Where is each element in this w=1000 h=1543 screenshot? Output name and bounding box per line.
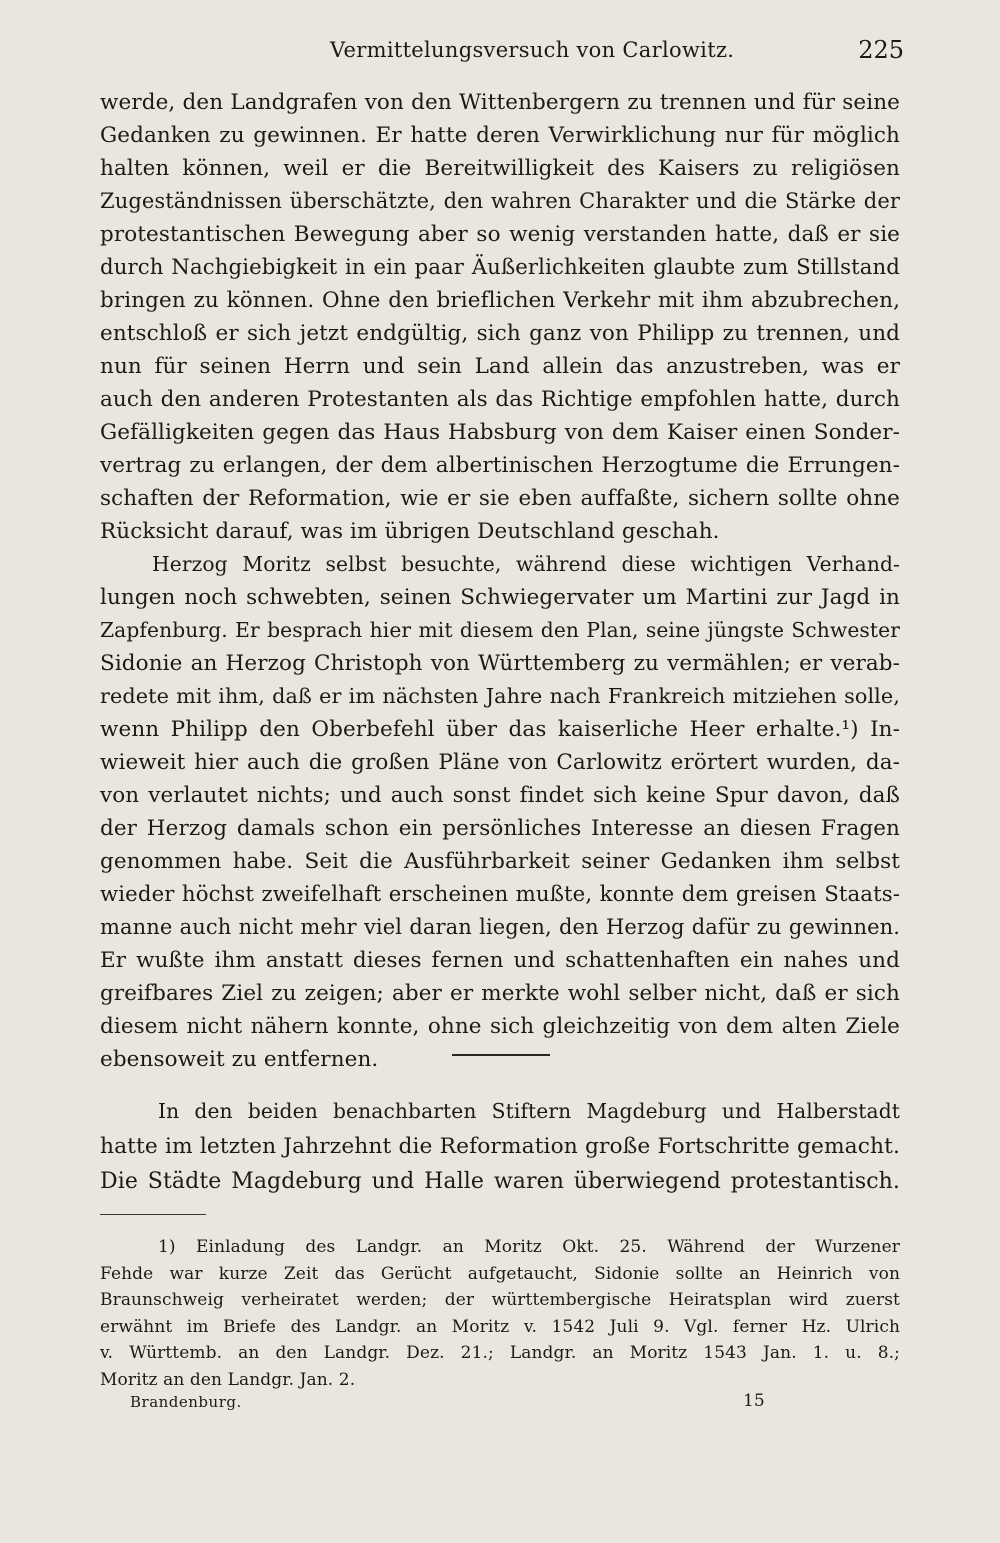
footnote-line: Moritz an den Landgr. Jan. 2. bbox=[100, 1369, 356, 1390]
footnote-line: v. Württemb. an den Landgr. Dez. 21.; Landgr. an Moritz 1543 Jan. 1. u. 8.; bbox=[100, 1343, 900, 1363]
text-line: werde, den Landgrafen von den Wittenbergern zu trennen und für seine bbox=[100, 90, 900, 115]
text-line: von verlautet nichts; und auch sonst findet sich keine Spur davon, daß bbox=[100, 783, 900, 808]
footnote-divider bbox=[100, 1214, 206, 1215]
text-line: Zugeständnissen überschätzte, den wahren Charakter und die Stärke der bbox=[100, 189, 900, 213]
text-line: Er wußte ihm anstatt dieses fernen und schattenhaften ein nahes und bbox=[100, 948, 900, 973]
footnote-line: 1) Einladung des Landgr. an Moritz Okt. 25. Während der Wurzener bbox=[158, 1237, 900, 1257]
paragraph-3 bbox=[100, 1094, 900, 1199]
text-line: lungen noch schwebten, seinen Schwiegervater um Martini zur Jagd in bbox=[100, 585, 900, 610]
footnote bbox=[100, 1234, 900, 1393]
text-line: Herzog Moritz selbst besuchte, während diese wichtigen Verhand- bbox=[152, 552, 900, 576]
page-number: 225 bbox=[858, 36, 904, 64]
text-line: nun für seinen Herrn und sein Land allein das anzustreben, was er bbox=[100, 354, 900, 379]
text-line: Rücksicht darauf, was im übrigen Deutschland geschah. bbox=[100, 519, 720, 544]
signature-name: Brandenburg. bbox=[130, 1393, 242, 1411]
text-line: manne auch nicht mehr viel daran liegen, den Herzog dafür zu gewinnen. bbox=[100, 915, 900, 939]
text-line: durch Nachgiebigkeit in ein paar Äußerlichkeiten glaubte zum Stillstand bbox=[100, 255, 900, 280]
text-line: Zapfenburg. Er besprach hier mit diesem den Plan, seine jüngste Schwester bbox=[100, 618, 900, 642]
text-line: greifbares Ziel zu zeigen; aber er merkte wohl selber nicht, daß er sich bbox=[100, 981, 900, 1006]
text-line: hatte im letzten Jahrzehnt die Reformation große Fortschritte gemacht. bbox=[100, 1134, 900, 1159]
text-line: entschloß er sich jetzt endgültig, sich ganz von Philipp zu trennen, und bbox=[100, 321, 900, 346]
footnote-line: Fehde war kurze Zeit das Gerücht aufgetaucht, Sidonie sollte an Heinrich von bbox=[100, 1263, 900, 1284]
text-line: redete mit ihm, daß er im nächsten Jahre nach Frankreich mitziehen solle, bbox=[100, 684, 900, 708]
text-line: Gedanken zu gewinnen. Er hatte deren Verwirklichung nur für möglich bbox=[100, 123, 900, 148]
text-line: genommen habe. Seit die Ausführbarkeit seiner Gedanken ihm selbst bbox=[100, 849, 900, 874]
text-line: In den beiden benachbarten Stiftern Magdeburg und Halberstadt bbox=[158, 1099, 900, 1123]
text-line: schaften der Reformation, wie er sie eben auffaßte, sichern sollte ohne bbox=[100, 486, 900, 511]
paragraph-2 bbox=[100, 548, 900, 1076]
footnote-line: erwähnt im Briefe des Landgr. an Moritz v. 1542 Juli 9. Vgl. ferner Hz. Ulrich bbox=[100, 1316, 900, 1337]
text-line: vertrag zu erlangen, der dem albertinischen Herzogtume die Errungen- bbox=[100, 453, 900, 478]
text-line: halten können, weil er die Bereitwilligkeit des Kaisers zu religiösen bbox=[100, 156, 900, 181]
text-line: auch den anderen Protestanten als das Richtige empfohlen hatte, durch bbox=[100, 387, 900, 412]
text-line: Gefälligkeiten gegen das Haus Habsburg von dem Kaiser einen Sonder- bbox=[100, 420, 900, 445]
paragraph-1 bbox=[100, 86, 900, 548]
text-line: ebensoweit zu entfernen. bbox=[100, 1047, 379, 1072]
text-line: Die Städte Magdeburg und Halle waren überwiegend protestantisch. bbox=[100, 1169, 900, 1194]
body-text bbox=[100, 86, 900, 1076]
text-line: diesem nicht nähern konnte, ohne sich gleichzeitig von dem alten Ziele bbox=[100, 1014, 900, 1039]
text-line: der Herzog damals schon ein persönliches Interesse an diesen Fragen bbox=[100, 816, 900, 841]
section-divider bbox=[452, 1054, 550, 1056]
running-head bbox=[100, 34, 904, 70]
text-line: protestantischen Bewegung aber so wenig verstanden hatte, daß er sie bbox=[100, 222, 900, 247]
running-title: Vermittelungsversuch von Carlowitz. bbox=[330, 38, 735, 62]
text-line: bringen zu können. Ohne den brieflichen Verkehr mit ihm abzubrechen, bbox=[100, 288, 900, 313]
sheet-number: 15 bbox=[743, 1391, 765, 1411]
signature-line bbox=[100, 1391, 900, 1417]
text-line: wenn Philipp den Oberbefehl über das kaiserliche Heer erhalte.¹) In- bbox=[100, 717, 900, 742]
text-line: wieder höchst zweifelhaft erscheinen mußte, konnte dem greisen Staats- bbox=[100, 882, 900, 907]
footnote-line: Braunschweig verheiratet werden; der württembergische Heiratsplan wird zuerst bbox=[100, 1290, 900, 1310]
text-line: wieweit hier auch die großen Pläne von Carlowitz erörtert wurden, da- bbox=[100, 750, 900, 775]
text-line: Sidonie an Herzog Christoph von Württemberg zu vermählen; er verab- bbox=[100, 651, 900, 676]
